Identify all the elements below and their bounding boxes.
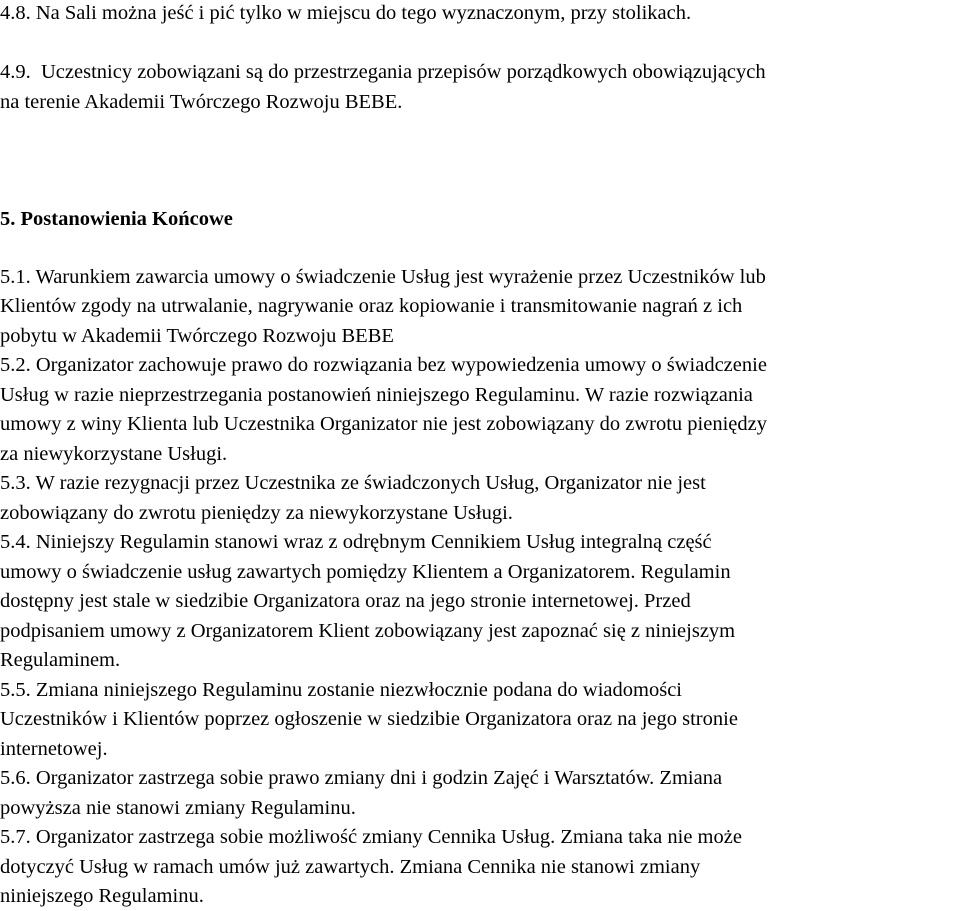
text-line: Uczestników i Klientów poprzez ogłoszenie w siedzibie Organizatora oraz na jego stronie — [0, 708, 738, 730]
text-line-5-6: 5.6. Organizator zastrzega sobie prawo zmiany dni i godzin Zajęć i Warsztatów. Zmiana — [0, 767, 723, 789]
text-line-5-3: 5.3. W razie rezygnacji przez Uczestnika ze świadczonych Usług, Organizator nie jest — [0, 472, 706, 494]
text-line: dotyczyć Usług w ramach umów już zawartych. Zmiana Cennika nie stanowi zmiany — [0, 856, 701, 878]
text-line: na terenie Akademii Twórczego Rozwoju BEBE. — [0, 91, 403, 113]
text-line-5-5: 5.5. Zmiana niniejszego Regulaminu zostanie niezwłocznie podana do wiadomości — [0, 679, 682, 701]
text-line: dostępny jest stale w siedzibie Organizatora oraz na jego stronie internetowej. Przed — [0, 590, 691, 612]
text-line: pobytu w Akademii Twórczego Rozwoju BEBE — [0, 325, 394, 347]
text-line: za niewykorzystane Usługi. — [0, 443, 228, 465]
text-line: zobowiązany do zwrotu pieniędzy za niewykorzystane Usługi. — [0, 502, 513, 524]
text-line: niniejszego Regulaminu. — [0, 885, 204, 907]
text-line-5-7: 5.7. Organizator zastrzega sobie możliwość zmiany Cennika Usług. Zmiana taka nie może — [0, 826, 742, 848]
section-heading: 5. Postanowienia Końcowe — [0, 208, 233, 230]
text-line: Regulaminem. — [0, 649, 121, 671]
text-line: Klientów zgody na utrwalanie, nagrywanie oraz kopiowanie i transmitowanie nagrań z ich — [0, 295, 743, 317]
text-line: umowy o świadczenie usług zawartych pomiędzy Klientem a Organizatorem. Regulamin — [0, 561, 731, 583]
text-line-5-2: 5.2. Organizator zachowuje prawo do rozwiązania bez wypowiedzenia umowy o świadczenie — [0, 354, 767, 376]
text-line: podpisaniem umowy z Organizatorem Klient zobowiązany jest zapoznać się z niniejszym — [0, 620, 736, 642]
text-line: powyższa nie stanowi zmiany Regulaminu. — [0, 797, 356, 819]
text-line: umowy z winy Klienta lub Uczestnika Organizator nie jest zobowiązany do zwrotu pieniędzy — [0, 413, 767, 435]
text-line: Usług w razie nieprzestrzegania postanowień niniejszego Regulaminu. W razie rozwiązania — [0, 384, 753, 406]
text-line-5-4: 5.4. Niniejszy Regulamin stanowi wraz z odrębnym Cennikiem Usług integralną część — [0, 531, 712, 553]
text-line: internetowej. — [0, 738, 108, 760]
text-line-4-9: 4.9. Uczestnicy zobowiązani są do przestrzegania przepisów porządkowych obowiązujących — [0, 61, 766, 83]
text-line-5-1: 5.1. Warunkiem zawarcia umowy o świadczenie Usług jest wyrażenie przez Uczestników lub — [0, 266, 766, 288]
text-line-4-8: 4.8. Na Sali można jeść i pić tylko w miejscu do tego wyznaczonym, przy stolikach. — [0, 2, 692, 24]
